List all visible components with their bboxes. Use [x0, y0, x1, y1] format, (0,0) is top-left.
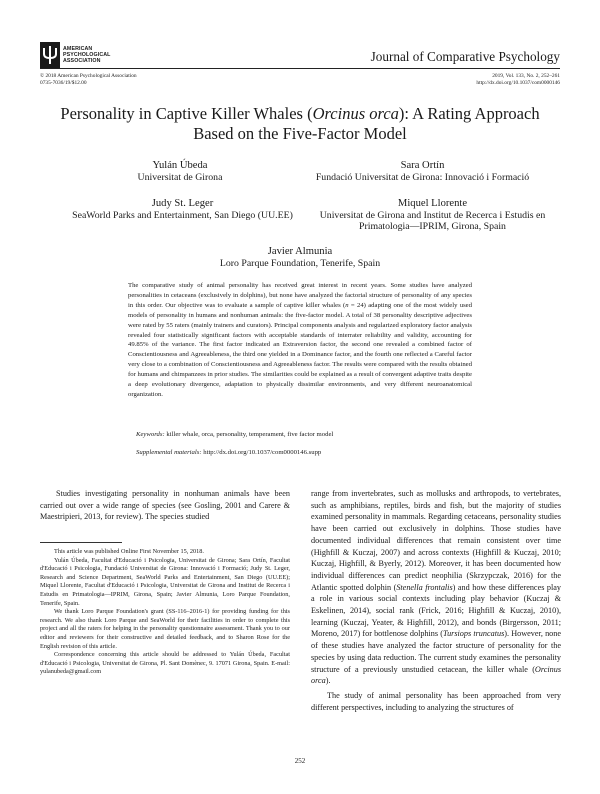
keywords-label: Keywords:	[136, 431, 165, 438]
publisher-name: AMERICAN PSYCHOLOGICAL ASSOCIATION	[63, 46, 111, 64]
author-name: Judy St. Leger	[151, 198, 214, 209]
author-name: Sara Ortín	[400, 160, 445, 171]
citation-block	[476, 73, 560, 86]
author-affiliation: SeaWorld Parks and Entertainment, San Diego (UU.EE)	[72, 209, 293, 221]
article-title: Personality in Captive Killer Whales (Orcinus orca): A Rating Approach Based on the Five-Factor Model	[60, 104, 540, 143]
footnote-acknowledgments: We thank Loro Parque Foundation's grant (SS-116–2016-1) for providing funding for this research. We also thank Loro Parque and SeaWorld for their facilities in order to complete this project and all the raters for helping in the personality questionnaire assessment. Thank you to our editor and reviewers for their constructive and detailed feedback, and to Sharon Rose for the English revision of this article.	[40, 608, 290, 650]
keywords-text: killer whale, orca, personality, temperament, five factor model	[164, 431, 334, 438]
supplemental-label: Supplemental materials:	[136, 449, 202, 456]
author-affiliation: Fundació Universitat de Girona: Innovació i Formació	[315, 171, 530, 183]
footnote-correspondence: Correspondence concerning this article should be addressed to Yulán Úbeda, Facultat d'Educació i Psicologia, Universitat de Girona, Pl. Sant Domènec, 9. 17071 Girona, Spain. E-mail: yulanubeda@gmail.com	[40, 651, 290, 676]
body-paragraph: range from invertebrates, such as mollusks and arthropods, to vertebrates, such as amphibians, reptiles, birds and fish, but the majority of studies examined personality in mammals. Regarding cetaceans, personality studies have been carried out exclusively in dolphins. Those studies have documented individual differences that remain consistent over time (Highfill & Kuczaj, 2007) and across contexts (Highfill & Kuczaj, 2010; Kuczaj, Highfill, & Byerly, 2012). Moreover, it has been documented how individual differences can predict neophilia (Skrzypczak, 2016) for the Atlantic spotted dolphin (Stenella frontalis) and how these differences play a role in various social contexts including play behavior (Kuczaj & Eskelinen, 2014), social rank (Frick, 2016; Highfill & Kuczaj, 2010), learning (Kuczaj, Yeater, & Highfill, 2012), and bonds (Birgersson, 2011; Moreno, 2017) for bottlenose dolphins (Tursiops truncatus). However, none of these studies have analyzed the factor structure of personality for the species by using data reduction. The current study examines the personality structure of a previously unstudied cetacean, the killer whale (Orcinus orca).	[311, 489, 562, 686]
supplemental-materials	[136, 448, 472, 457]
author-name: Miquel Llorente	[397, 198, 468, 209]
author-llorente	[310, 198, 555, 233]
page-number: 252	[294, 757, 306, 765]
footnotes	[40, 548, 290, 677]
body-right-column	[311, 488, 561, 713]
body-left-paragraph: Studies investigating personality in nonhuman animals have been carried out over a wide range of species (see Gosling, 2001 and Carere & Maestripieri, 2013, for review). The species studied	[40, 489, 290, 522]
header-rule	[40, 68, 560, 69]
author-name: Javier Almunia	[267, 246, 333, 257]
keywords	[136, 430, 472, 439]
issn-line: 0735-7036/19/$12.00	[40, 79, 87, 86]
doi-link[interactable]: http://dx.doi.org/10.1037/com0000146	[476, 79, 560, 86]
copyright-block	[40, 73, 137, 86]
copyright-line: © 2018 American Psychological Association	[40, 73, 137, 79]
author-ortin	[315, 160, 530, 183]
journal-title: Journal of Comparative Psychology	[370, 49, 560, 64]
body-paragraph: The study of animal personality has been approached from very different perspectives, including to analyzing the structures of	[311, 690, 561, 712]
footnote-online-first: This article was published Online First November 15, 2018.	[54, 548, 204, 555]
author-ubeda	[110, 160, 250, 183]
apa-logo	[40, 40, 170, 70]
footnote-rule	[40, 542, 122, 543]
author-name: Yulán Úbeda	[152, 160, 208, 171]
author-affiliation: Loro Parque Foundation, Tenerife, Spain	[219, 257, 381, 269]
author-affiliation: Universitat de Girona and Institut de Recerca i Estudis en Primatologia—IPRIM, Girona, Spain	[319, 209, 546, 232]
abstract: The comparative study of animal personality has received great interest in recent years. Some studies have analyzed personalities in cetaceans (exclusively in dolphins), but none have analyzed the factorial structure of personality of any species in this order. Our objective was to evaluate a sample of captive killer whales (n = 24) adapting one of the most widely used models of personality in humans and nonhuman animals: the five-factor model. A total of 38 personality descriptive adjectives were rated by 55 raters (mainly trainers and curators). Principal components analysis and regularized exploratory factor analysis revealed four statistically significant factors with acceptable standards of interrater reliability and validity, accounting for 49.85% of the variance. The first factor indicated an Extraversion factor, the second one revealed a combined factor of Conscientiousness and Agreeableness, the third one yielded in a Dominance factor, and the fourth one reflected a Careful factor very close to a combination of Conscientiousness and Agreeableness factor. The results were compared with the results obtained for humans and chimpanzees in prior studies. The similarities could be explained as a result of convergent adaptive traits despite a deep evolutionary divergence, adaptation to physically dissimilar environments, and very different neuroanatomical organization.	[128, 282, 472, 398]
author-almunia	[200, 246, 400, 269]
citation-line: 2019, Vol. 133, No. 2, 252–261	[492, 73, 560, 79]
author-affiliation: Universitat de Girona	[137, 171, 223, 183]
footnote-affiliations: Yulán Úbeda, Facultat d'Educació i Psicologia, Universitat de Girona; Sara Ortín, Facultat d'Educació i Psicologia, Fundació Universitat de Girona: Innovació i Formació; Judy St. Leger, Research and Science Department, SeaWorld Parks and Entertainment, San Diego (UU.EE); Miquel Llorente, Facultat d'Educació i Psicologia, Universitat de Girona and Institut de Recerca i Estudis en Primatologia—IPRIM, Girona, Spain; Javier Almunia, Loro Parque Foundation, Tenerife, Spain.	[40, 556, 290, 607]
supplemental-link[interactable]: http://dx.doi.org/10.1037/com0000146.supp	[201, 449, 322, 456]
author-st-leger	[55, 198, 310, 221]
apa-psi-logo-icon	[40, 42, 60, 68]
